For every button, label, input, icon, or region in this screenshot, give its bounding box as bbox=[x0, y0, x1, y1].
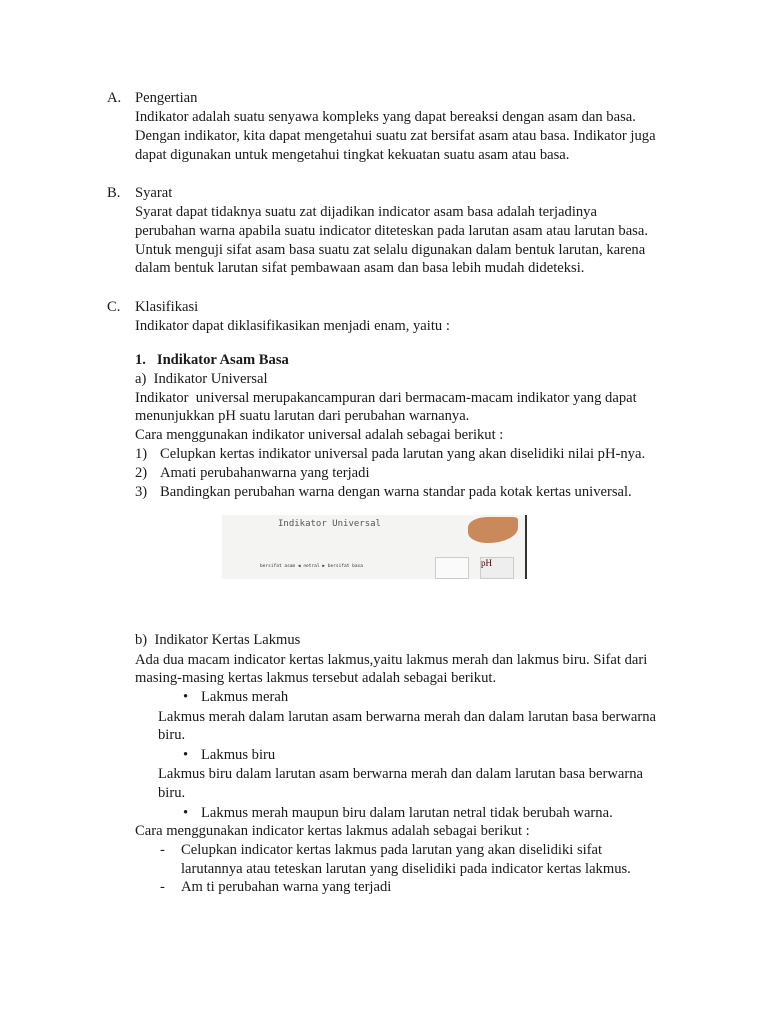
paragraph-line: Indikator dapat diklasifikasikan menjadi enam, yaitu : bbox=[135, 318, 450, 334]
paragraph-line: masing-masing kertas lakmus tersebut adalah sebagai berikut. bbox=[135, 670, 497, 686]
paragraph-line: Lakmus merah dalam larutan asam berwarna merah dan dalam larutan basa berwarna bbox=[158, 709, 656, 725]
bullet-text: Lakmus biru bbox=[201, 747, 276, 763]
figure-scale-label: bersifat asam ◀ netral ▶ bersifat basa bbox=[260, 564, 363, 569]
paragraph-line: dapat digunakan untuk mengetahui tingkat kekuatan suatu asam atau basa. bbox=[135, 147, 570, 163]
dash-item-text: larutannya atau teteskan larutan yang diselidiki pada indicator kertas lakmus. bbox=[181, 861, 631, 877]
figure-title: Indikator Universal bbox=[278, 519, 381, 529]
dash-icon: - bbox=[160, 842, 165, 858]
bullet-icon: • bbox=[183, 689, 189, 705]
section-c-heading: Klasifikasi bbox=[135, 299, 199, 315]
subheading-indikator-asam-basa: 1. Indikator Asam Basa bbox=[135, 352, 289, 368]
section-a-heading: Pengertian bbox=[135, 90, 198, 106]
step-text: Amati perubahanwarna yang terjadi bbox=[160, 465, 370, 481]
paragraph-line: Lakmus biru dalam larutan asam berwarna merah dan dalam larutan basa berwarna bbox=[158, 766, 644, 782]
paragraph-line: biru. bbox=[158, 727, 186, 743]
bullet-text: Lakmus merah maupun biru dalam larutan netral tidak berubah warna. bbox=[201, 805, 613, 821]
bullet-text: Lakmus merah bbox=[201, 689, 289, 705]
step-number: 2) bbox=[135, 465, 148, 481]
section-b-heading: Syarat bbox=[135, 185, 173, 201]
step-text: Celupkan kertas indikator universal pada larutan yang akan diselidiki nilai pH-nya. bbox=[160, 446, 646, 462]
paragraph-line: Ada dua macam indicator kertas lakmus,yaitu lakmus merah dan lakmus biru. Sifat dari bbox=[135, 652, 648, 668]
hand-image bbox=[468, 517, 518, 543]
paragraph-line: Cara menggunakan indikator universal adalah sebagai berikut : bbox=[135, 427, 504, 443]
section-a-marker: A. bbox=[107, 90, 122, 106]
universal-indicator-figure bbox=[222, 515, 527, 579]
bullet-icon: • bbox=[183, 747, 189, 763]
dash-item-text: Celupkan indicator kertas lakmus pada larutan yang akan diselidiki sifat bbox=[181, 842, 603, 858]
paragraph-line: dalam bentuk larutan sifat pembawaan asam dan basa lebih mudah dideteksi. bbox=[135, 260, 585, 276]
paragraph-line: Dengan indikator, kita dapat mengetahui suatu zat bersifat asam atau basa. Indikator juga bbox=[135, 128, 656, 144]
paragraph-line: Untuk menguji sifat asam basa suatu zat selalu digunakan dalam bentuk larutan, karena bbox=[135, 242, 646, 258]
step-number: 1) bbox=[135, 446, 148, 462]
paragraph-line: Syarat dapat tidaknya suatu zat dijadikan indicator asam basa adalah terjadinya bbox=[135, 204, 597, 220]
ph-box-image: pH bbox=[480, 557, 514, 579]
section-b-marker: B. bbox=[107, 185, 121, 201]
paragraph-line: biru. bbox=[158, 785, 186, 801]
bullet-icon: • bbox=[183, 805, 189, 821]
beaker-image bbox=[435, 557, 469, 579]
subheading-kertas-lakmus: b) Indikator Kertas Lakmus bbox=[135, 632, 301, 648]
subheading-indikator-universal: a) Indikator Universal bbox=[135, 371, 268, 387]
dash-item-text: Am ti perubahan warna yang terjadi bbox=[181, 879, 392, 895]
paragraph-line: perubahan warna apabila suatu indicator diteteskan pada larutan asam atau larutan basa. bbox=[135, 223, 648, 239]
paragraph-line: Indikator universal merupakancampuran dari bermacam-macam indikator yang dapat bbox=[135, 390, 637, 406]
paragraph-line: Indikator adalah suatu senyawa kompleks yang dapat bereaksi dengan asam dan basa. bbox=[135, 109, 636, 125]
paragraph-line: Cara menggunakan indicator kertas lakmus adalah sebagai berikut : bbox=[135, 823, 530, 839]
step-text: Bandingkan perubahan warna dengan warna standar pada kotak kertas universal. bbox=[160, 484, 632, 500]
section-c-marker: C. bbox=[107, 299, 121, 315]
step-number: 3) bbox=[135, 484, 148, 500]
paragraph-line: menunjukkan pH suatu larutan dari perubahan warnanya. bbox=[135, 408, 470, 424]
dash-icon: - bbox=[160, 879, 165, 895]
